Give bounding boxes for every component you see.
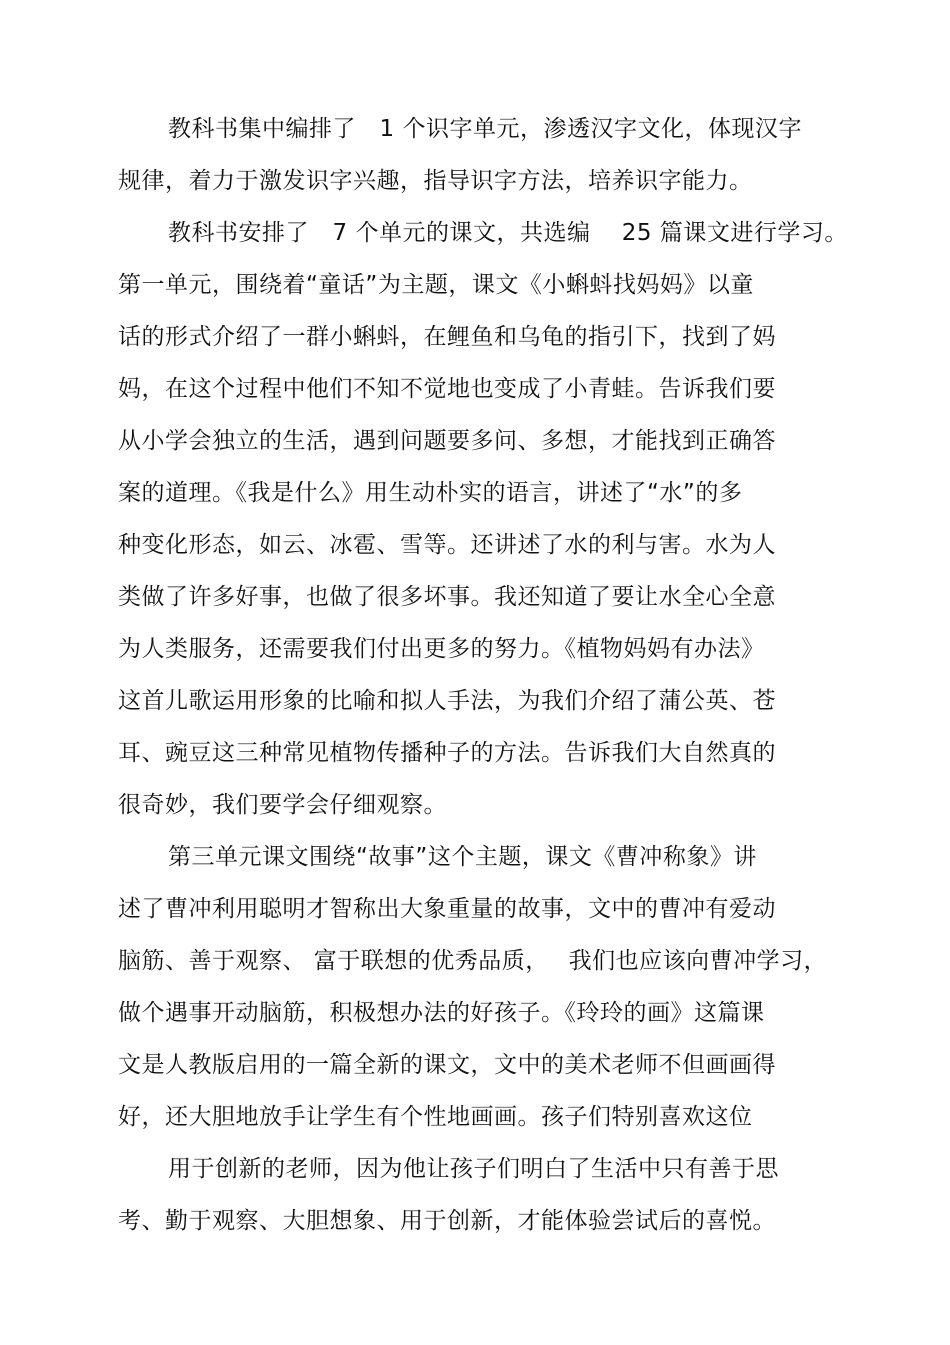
text-line: 案的道理。《我是什么》用生动朴实的语言，讲述了“水”的多 [118, 480, 743, 506]
text-line: 教科书集中编排了 1 个识字单元，渗透汉字文化，体现汉字 [168, 116, 802, 142]
text-line: 类做了许多好事，也做了很多坏事。我还知道了要让水全心全意 [118, 584, 776, 610]
text-line: 第三单元课文围绕“故事”这个主题，课文《曹冲称象》讲 [168, 844, 757, 870]
text-line: 这首儿歌运用形象的比喻和拟人手法，为我们介绍了蒲公英、苍 [118, 688, 776, 714]
text-line: 规律，着力于激发识字兴趣，指导识字方法，培养识字能力。 [118, 168, 753, 194]
text-line: 妈，在这个过程中他们不知不觉地也变成了小青蛙。告诉我们要 [118, 376, 776, 402]
text-line: 话的形式介绍了一群小蝌蚪，在鲤鱼和乌龟的指引下，找到了妈 [118, 324, 776, 350]
text-line: 种变化形态，如云、冰雹、雪等。还讲述了水的利与害。水为人 [118, 532, 776, 558]
text-line: 做个遇事开动脑筋，积极想办法的好孩子。《玲玲的画》这篇课 [118, 1000, 765, 1026]
text-line: 耳、豌豆这三种常见植物传播种子的方法。告诉我们大自然真的 [118, 740, 776, 766]
text-line: 述了曹冲利用聪明才智称出大象重量的故事，文中的曹冲有爱动 [118, 896, 776, 922]
text-line: 教科书安排了 7 个单元的课文，共选编 25 篇课文进行学习。 [168, 220, 848, 246]
text-line: 第一单元，围绕着“童话”为主题，课文《小蝌蚪找妈妈》以童 [118, 272, 754, 298]
text-line: 为人类服务，还需要我们付出更多的努力。《植物妈妈有办法》 [118, 636, 765, 662]
text-line: 很奇妙，我们要学会仔细观察。 [118, 792, 447, 818]
text-line: 用于创新的老师，因为他让孩子们明白了生活中只有善于思 [168, 1156, 779, 1182]
text-line: 考、勤于观察、大胆想象、用于创新，才能体验尝试后的喜悦。 [118, 1208, 776, 1234]
text-line: 好，还大胆地放手让学生有个性地画画。孩子们特别喜欢这位 [118, 1104, 753, 1130]
text-line: 脑筋、善于观察、 富于联想的优秀品质， 我们也应该向曹冲学习， [118, 948, 828, 974]
text-line: 从小学会独立的生活，遇到问题要多问、多想，才能找到正确答 [118, 428, 776, 454]
text-line: 文是人教版启用的一篇全新的课文，文中的美术老师不但画画得 [118, 1052, 776, 1078]
